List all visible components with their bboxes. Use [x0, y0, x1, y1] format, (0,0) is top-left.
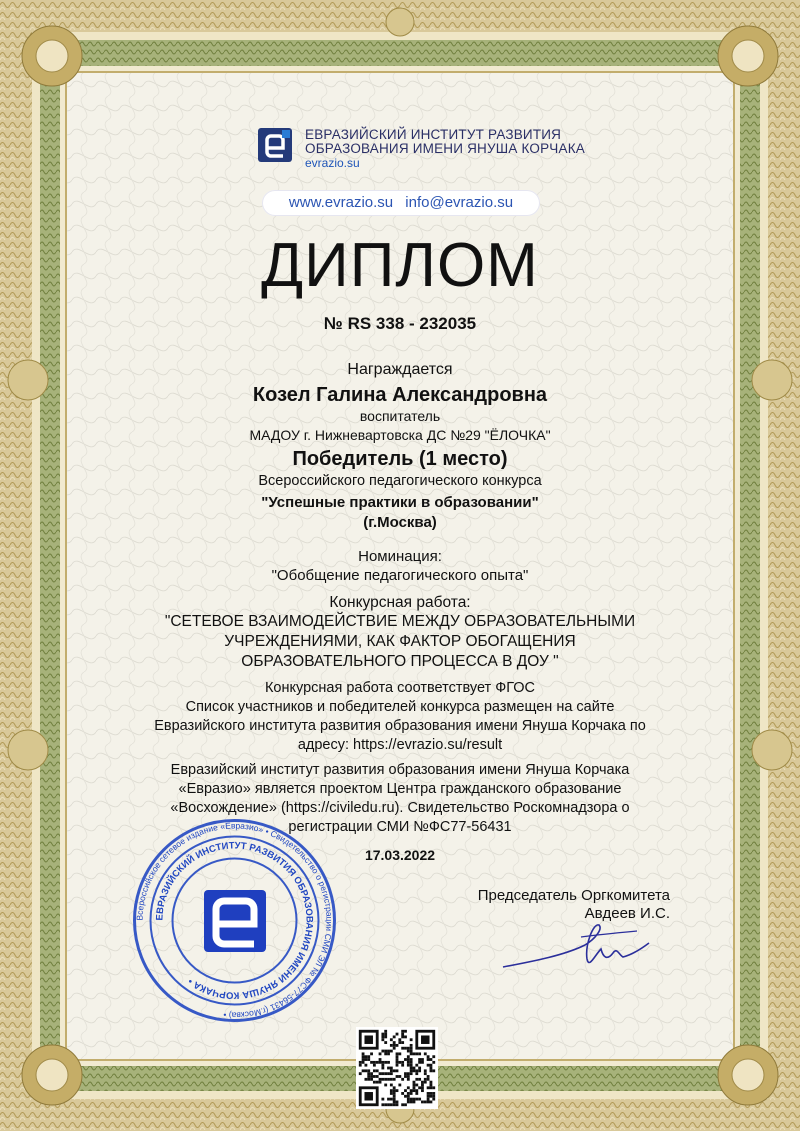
- results-note-line: Список участников и победителей конкурса размещен на сайте: [185, 699, 615, 715]
- evrazio-logo-icon: [258, 128, 292, 162]
- chairman-name: Авдеев И.С.: [584, 905, 670, 922]
- org-name-line-2: ОБРАЗОВАНИЯ ИМЕНИ ЯНУША КОРЧАКА: [305, 141, 585, 156]
- issue-date: 17.03.2022: [364, 847, 436, 863]
- recipient-position: воспитатель: [359, 408, 441, 424]
- email-link[interactable]: info@evrazio.su: [405, 194, 514, 211]
- institute-info-line: «Евразио» является проектом Центра гражданского образование: [178, 781, 622, 797]
- fgos-note: Конкурсная работа соответствует ФГОС: [264, 680, 536, 696]
- website-link[interactable]: www.evrazio.su: [288, 194, 394, 211]
- diploma-title: ДИПЛОМ: [261, 231, 539, 300]
- stamp-inner-text: ЕВРАЗИЙСКИЙ ИНСТИТУТ РАЗВИТИЯ ОБРАЗОВАНИЯ ИМЕНИ ЯНУША КОРЧАКА •: [154, 840, 315, 1001]
- work-title-line: УЧРЕЖДЕНИЯМИ, КАК ФАКТОР ОБОГАЩЕНИЯ: [224, 633, 576, 650]
- org-name-line-1: ЕВРАЗИЙСКИЙ ИНСТИТУТ РАЗВИТИЯ: [305, 127, 562, 142]
- stamp-logo-icon: [204, 890, 266, 952]
- results-note-line: адресу: https://evrazio.su/result: [297, 737, 503, 753]
- work-label: Конкурсная работа:: [329, 594, 471, 611]
- contest-city: (г.Москва): [363, 514, 437, 531]
- institute-info-line: Евразийский институт развития образования имени Януша Корчака: [170, 762, 630, 778]
- work-title-line: ОБРАЗОВАТЕЛЬНОГО ПРОЦЕССА В ДОУ ": [241, 653, 559, 670]
- results-note-line: Евразийского института развития образования имени Януша Корчака по: [154, 718, 646, 734]
- stamp-outer-text: Всероссийское сетевое издание «Евразио» • Свидетельство о регистрации СМИ ЭЛ № ФС77-56431 (г.Москва) •: [134, 820, 335, 1021]
- diploma-number: № RS 338 - 232035: [323, 314, 477, 333]
- recipient-organization: МАДОУ г. Нижневартовска ДС №29 "ЁЛОЧКА": [249, 427, 551, 443]
- work-title-line: "СЕТЕВОЕ ВЗАИМОДЕЙСТВИЕ МЕЖДУ ОБРАЗОВАТЕЛЬНЫМИ: [164, 613, 636, 630]
- nomination-value: "Обобщение педагогического опыта": [271, 567, 529, 584]
- chairman-role: Председатель Оргкомитета: [477, 887, 670, 904]
- official-stamp: [132, 818, 337, 1023]
- awarded-label: Награждается: [347, 361, 453, 378]
- contest-name: "Успешные практики в образовании": [261, 494, 539, 511]
- award-place: Победитель (1 место): [292, 448, 508, 470]
- contest-type: Всероссийского педагогического конкурса: [258, 473, 542, 489]
- nomination-label: Номинация:: [358, 548, 442, 565]
- org-site[interactable]: evrazio.su: [305, 156, 360, 170]
- qr-code[interactable]: [356, 1027, 438, 1109]
- contact-bar: [262, 190, 540, 216]
- institute-info-line: «Восхождение» (https://civiledu.ru). Свидетельство Роскомнадзора о: [170, 800, 630, 816]
- recipient-name: Козел Галина Александровна: [252, 384, 548, 406]
- institute-info-line: регистрации СМИ №ФС77-56431: [288, 819, 512, 835]
- handwritten-signature: [495, 915, 655, 985]
